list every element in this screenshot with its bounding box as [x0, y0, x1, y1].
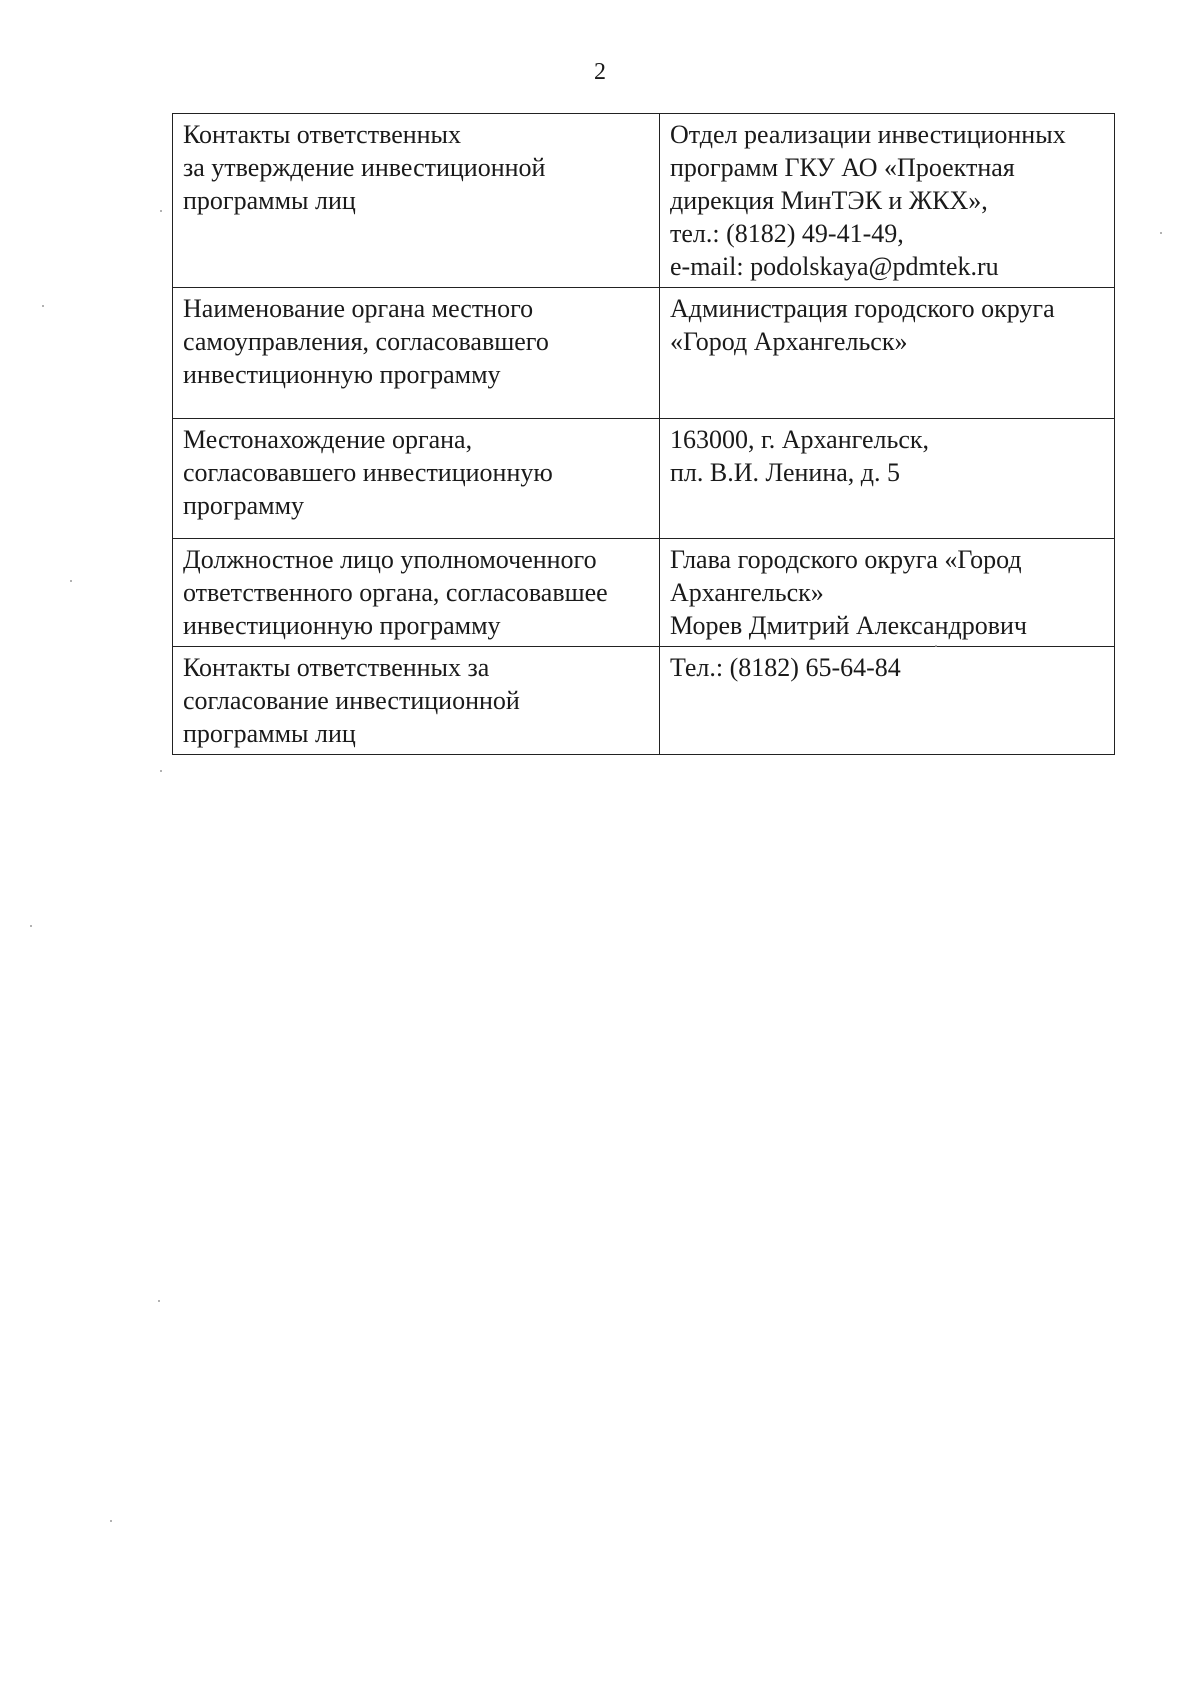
- scan-speck: [160, 210, 162, 212]
- row-value: Глава городского округа «Город Архангельск» Морев Дмитрий Александрович: [660, 539, 1115, 647]
- table-row: [173, 647, 1115, 755]
- scan-speck: [158, 1300, 160, 1302]
- row-label: Контакты ответственных за согласование инвестиционной программы лиц: [173, 647, 660, 755]
- table-row: [173, 114, 1115, 288]
- scan-speck: [70, 580, 72, 582]
- row-label: Местонахождение органа, согласовавшего инвестиционную программу: [173, 419, 660, 539]
- row-label: Наименование органа местного самоуправления, согласовавшего инвестиционную программу: [173, 288, 660, 419]
- scan-speck: [42, 305, 44, 307]
- row-value: 163000, г. Архангельск, пл. В.И. Ленина, д. 5: [660, 419, 1115, 539]
- row-label: Должностное лицо уполномоченного ответственного органа, согласовавшее инвестиционную программу: [173, 539, 660, 647]
- scan-speck: [110, 1520, 112, 1522]
- row-value: Администрация городского округа «Город Архангельск»: [660, 288, 1115, 419]
- scan-speck: [1160, 232, 1162, 234]
- row-value: Отдел реализации инвестиционных программ ГКУ АО «Проектная дирекция МинТЭК и ЖКХ», тел.: (8182) 49-41-49, e-mail: podolskaya@pdmtek.ru: [660, 114, 1115, 288]
- row-label: Контакты ответственных за утверждение инвестиционной программы лиц: [173, 114, 660, 288]
- page-number: 2: [594, 59, 606, 85]
- row-value: Тел.: (8182) 65-64-84: [660, 647, 1115, 755]
- scan-speck: [30, 925, 32, 927]
- table-row: [173, 539, 1115, 647]
- info-table: [172, 113, 1115, 755]
- scan-speck: [160, 770, 162, 772]
- scan-speck: [935, 645, 937, 647]
- table-row: [173, 419, 1115, 539]
- table-row: [173, 288, 1115, 419]
